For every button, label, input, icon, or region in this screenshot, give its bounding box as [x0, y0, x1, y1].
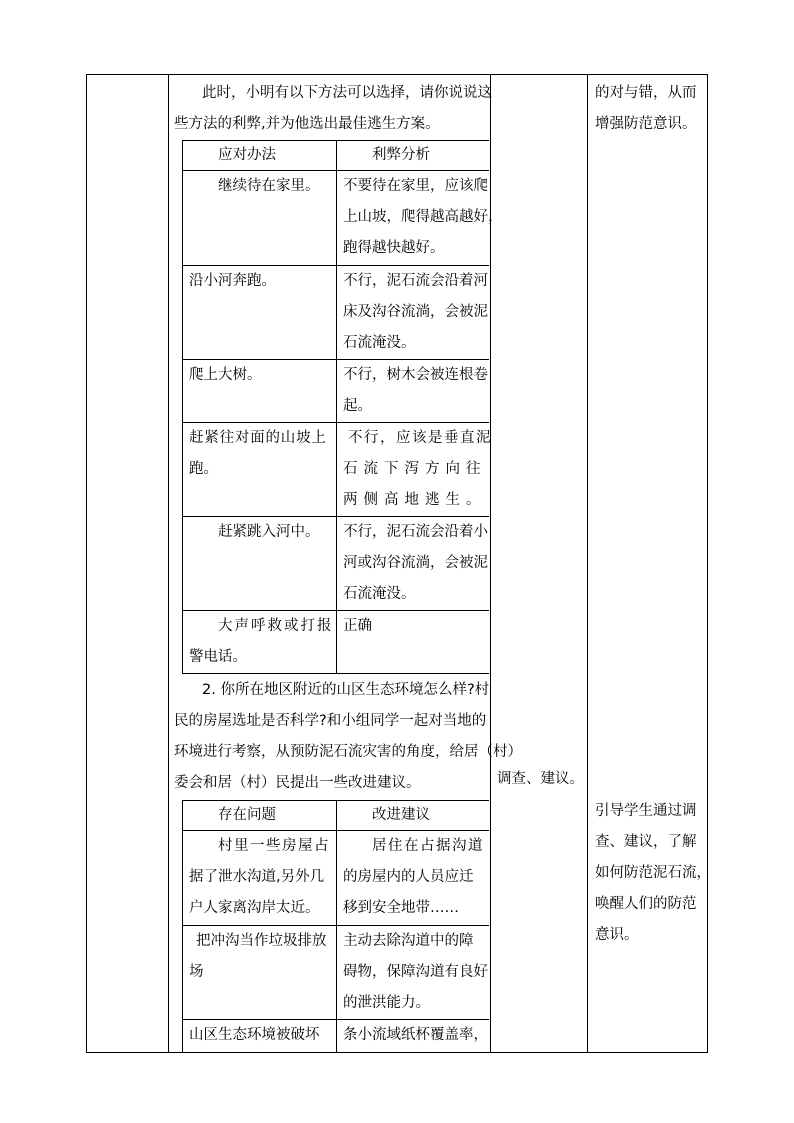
intent-bottom-line-1: 引导学生通过调 — [595, 803, 697, 819]
t2-header-suggestion: 改进建议 — [372, 807, 430, 823]
t1-r4-method-1: 赶紧往对面的山坡上 — [189, 430, 327, 446]
t2-mid — [336, 800, 337, 1053]
intent-bottom-line-2: 查、建议，了解 — [595, 834, 697, 850]
t1-r6-method-2: 警电话。 — [189, 649, 247, 665]
intro-line-1: 此时，小明有以下方法可以选择，请你说说这 — [202, 85, 492, 101]
t1-r5-method: 赶紧跳入河中。 — [218, 524, 320, 540]
t1-r5-analysis-3: 石流淹没。 — [343, 586, 416, 602]
t2-r1-problem-1: 村里一些房屋占 — [218, 838, 330, 854]
t1-mid — [336, 140, 337, 674]
q2-line-2: 民的房屋选址是否科学?和小组同学一起对当地的 — [174, 713, 487, 729]
q2-line-1: 2. 你所在地区附近的山区生态环境怎么样?村 — [202, 682, 490, 698]
t1-header-analysis: 利弊分析 — [372, 147, 430, 163]
t1-r1-analysis-2: 上山坡，爬得越高越好， — [343, 209, 503, 225]
t2-r1-suggestion-3: 移到安全地带…… — [343, 900, 459, 916]
q2-line-3: 环境进行考察，从预防泥石流灾害的角度，给居（村） — [174, 744, 522, 760]
t2-header-problem: 存在问题 — [218, 807, 276, 823]
t2-r1-suggestion-2: 的房屋内的人员应迁 — [343, 869, 474, 885]
intro-line-2: 些方法的利弊,并为他选出最佳逃生方案。 — [174, 116, 440, 132]
t1-r1-method: 继续待在家里。 — [218, 178, 320, 194]
t2-r3-suggestion: 条小流域纸杯覆盖率， — [343, 1027, 488, 1043]
student-activity: 调查、建议。 — [497, 771, 584, 787]
column-divider-1 — [168, 74, 169, 1053]
t2-r3-problem: 山区生态环境被破坏 — [189, 1027, 320, 1043]
outer-right-border — [707, 74, 708, 1053]
q2-line-4: 委会和居（村）民提出一些改进建议。 — [174, 775, 421, 791]
t2-r2-problem-2: 场 — [189, 964, 204, 980]
t2-r2-suggestion-1: 主动去除沟道中的障 — [343, 933, 474, 949]
t1-r2-method: 沿小河奔跑。 — [189, 273, 276, 289]
t1-r2-analysis-1: 不行，泥石流会沿着河 — [343, 273, 488, 289]
t1-r3-method: 爬上大树。 — [189, 367, 262, 383]
intent-top-line-1: 的对与错，从而 — [595, 85, 697, 101]
intent-top-line-2: 增强防范意识。 — [595, 116, 697, 132]
intent-bottom-line-3: 如何防范泥石流， — [595, 865, 711, 881]
t2-r2-suggestion-3: 的泄洪能力。 — [343, 995, 430, 1011]
t1-r4-analysis-3: 两侧高地逃生。 — [343, 492, 487, 508]
intent-bottom-line-5: 意识。 — [595, 927, 639, 943]
outer-left-border — [86, 74, 87, 1053]
t1-r2-analysis-3: 石流淹没。 — [343, 335, 416, 351]
t1-r1-analysis-3: 跑得越快越好。 — [343, 240, 445, 256]
t1-r5-analysis-2: 河或沟谷流淌，会被泥 — [343, 555, 488, 571]
t1-r2-analysis-2: 床及沟谷流淌，会被泥 — [343, 304, 488, 320]
t2-r1-problem-3: 户人家离沟岸太近。 — [189, 900, 320, 916]
t2-r1-problem-2: 据了泄水沟道,另外几 — [189, 869, 325, 885]
t1-r4-method-2: 跑。 — [189, 461, 218, 477]
t2-r1-suggestion-1: 居住在占据沟道 — [372, 838, 484, 854]
t1-r4-analysis-1: 不行，应该是垂直泥 — [348, 430, 492, 446]
outer-bottom-border — [86, 1052, 708, 1053]
t1-header-method: 应对办法 — [218, 147, 276, 163]
t1-r4-analysis-2: 石流下泻方向往 — [343, 461, 487, 477]
t2-r2-problem-1: 把冲沟当作垃圾排放 — [196, 933, 327, 949]
intent-bottom-line-4: 唤醒人们的防范 — [595, 896, 697, 912]
t1-r3-analysis-2: 起。 — [343, 398, 372, 414]
t1-r5-analysis-1: 不行，泥石流会沿着小 — [343, 524, 488, 540]
t2-r2-suggestion-2: 碍物，保障沟道有良好 — [343, 964, 488, 980]
t1-r3-analysis-1: 不行，树木会被连根卷 — [343, 367, 488, 383]
outer-top-border — [86, 74, 708, 75]
t1-r6-analysis: 正确 — [343, 618, 372, 634]
t1-r6-method-1: 大声呼救或打报 — [218, 618, 334, 634]
t2-left — [182, 800, 183, 1053]
t1-left — [182, 140, 183, 674]
column-divider-3 — [587, 74, 588, 1053]
t1-r1-analysis-1: 不要待在家里，应该爬 — [343, 178, 488, 194]
